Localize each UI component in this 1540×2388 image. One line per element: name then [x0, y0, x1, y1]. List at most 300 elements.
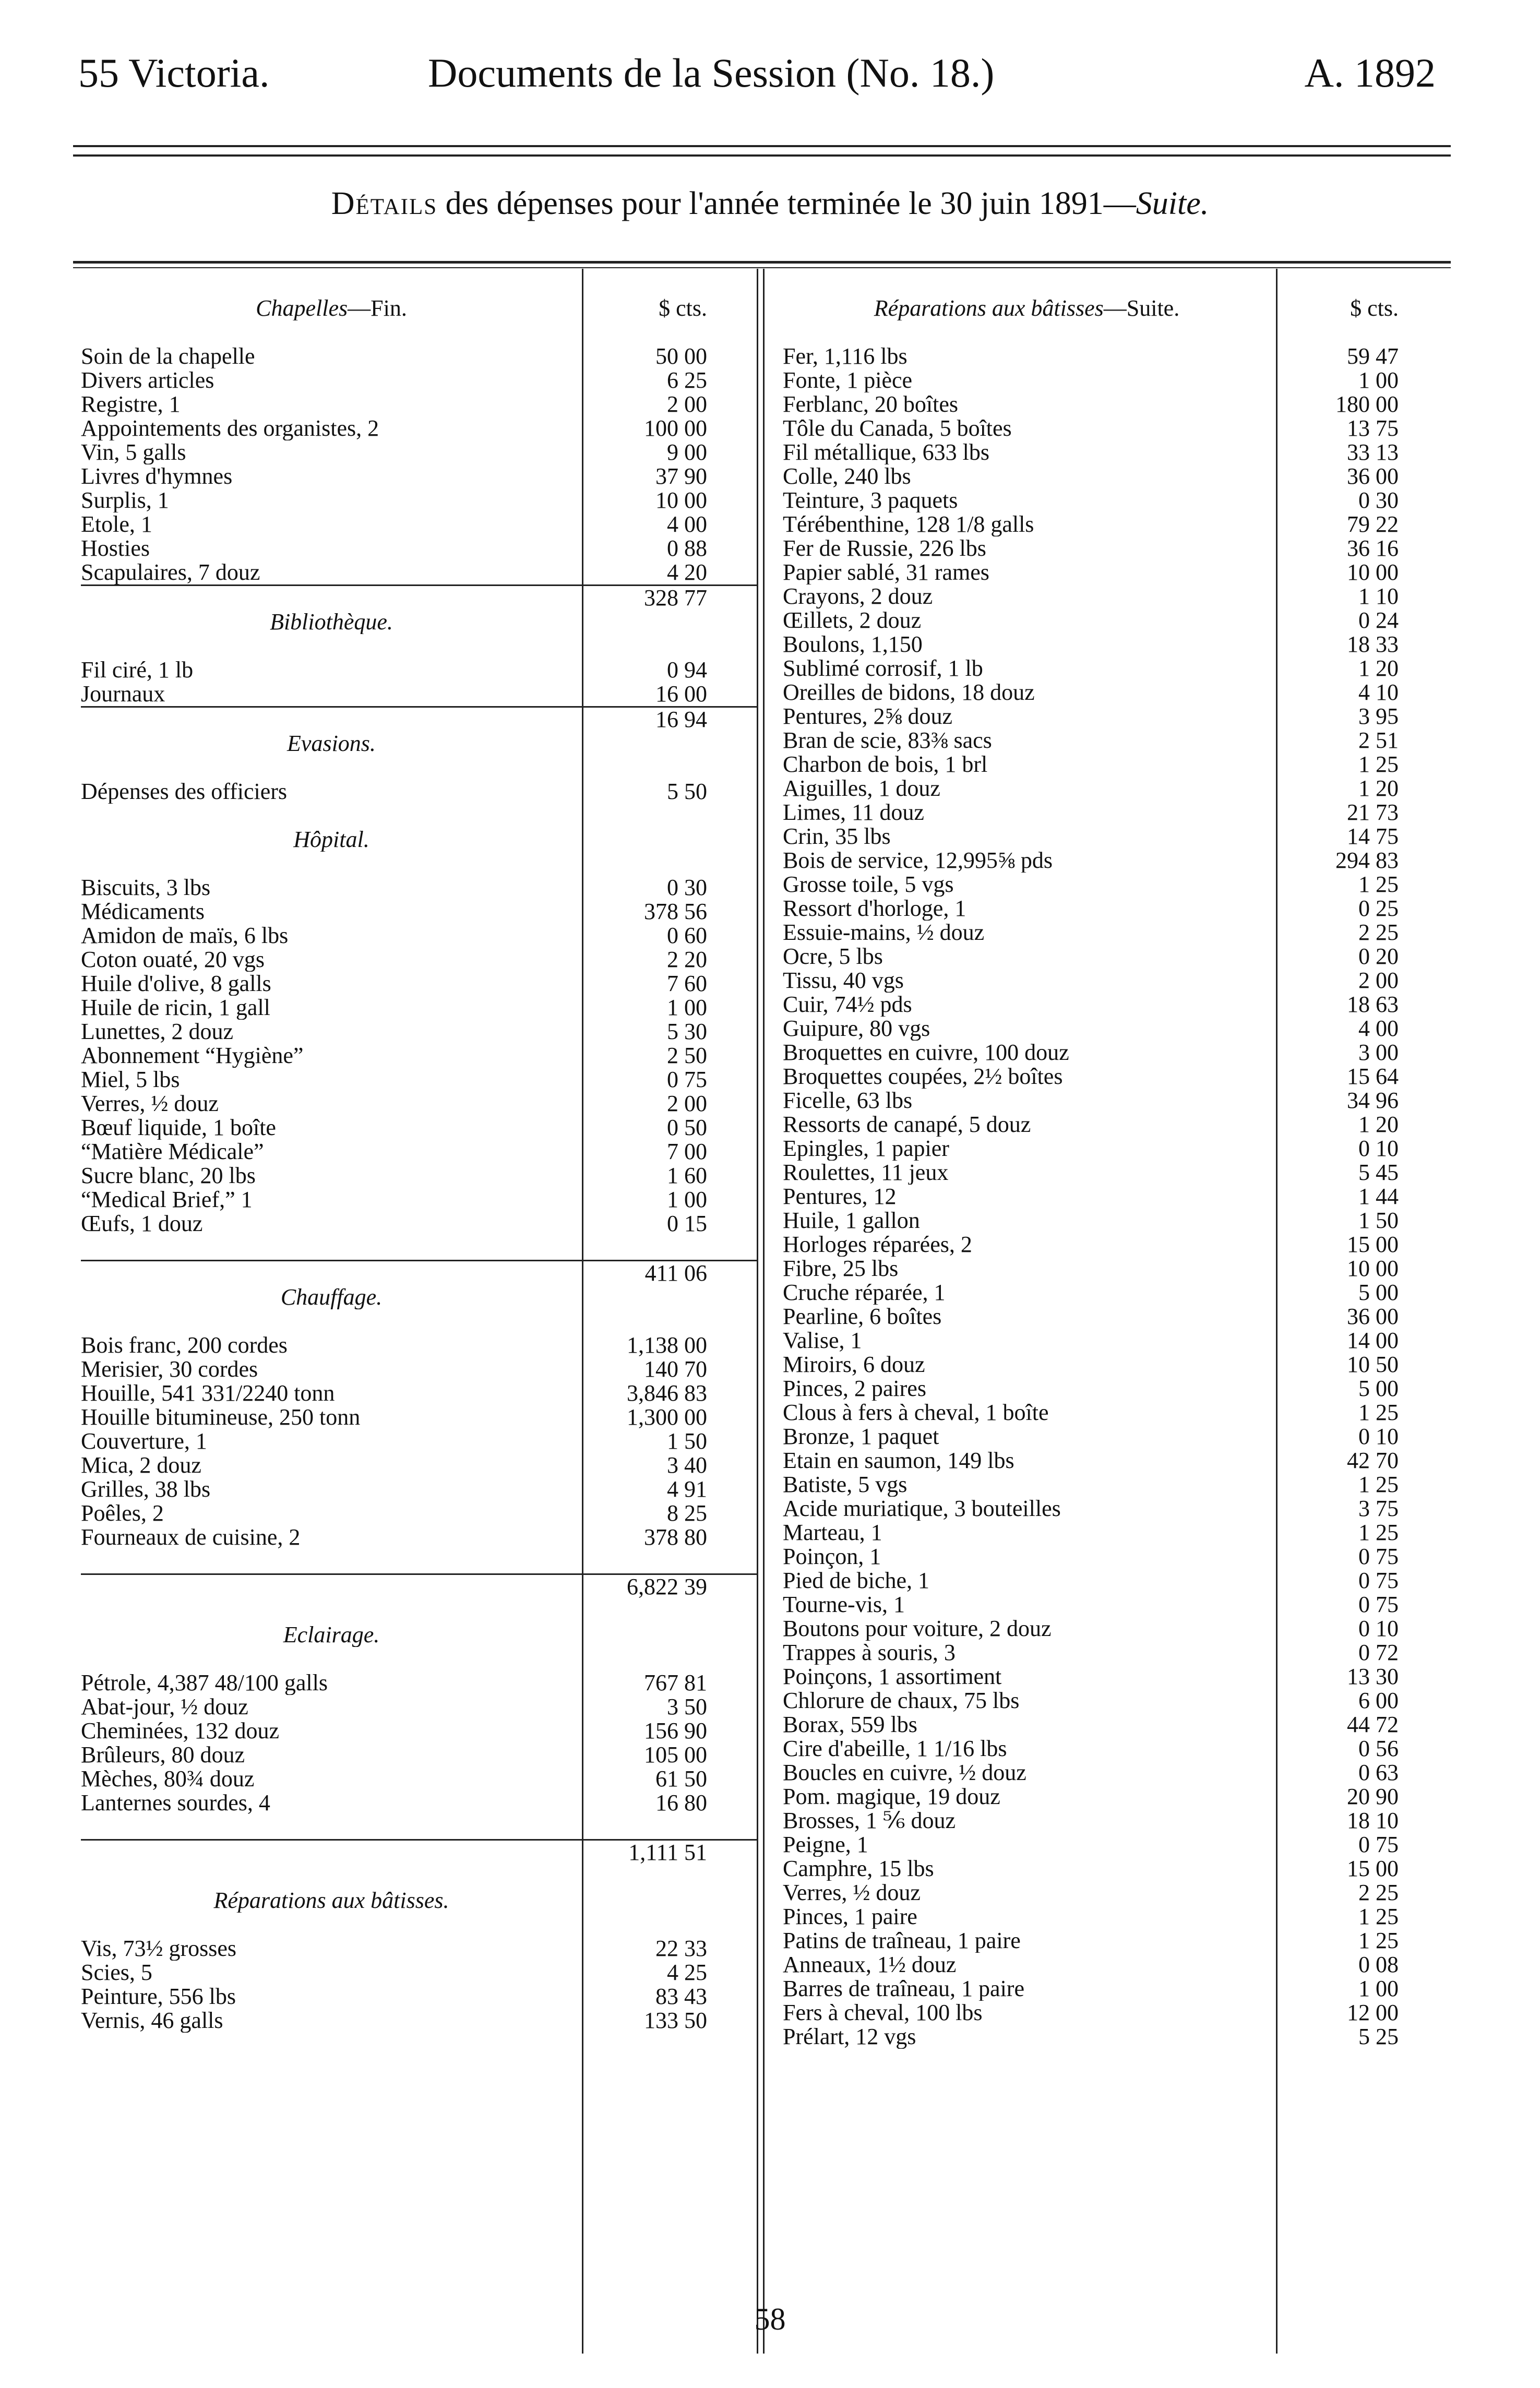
table-row [783, 1857, 1430, 1881]
item-amount: 36 00 [1347, 1304, 1399, 1329]
item-amount: 22 33 [655, 1936, 707, 1961]
item-label: Journaux [81, 682, 165, 706]
item-amount: 14 00 [1347, 1328, 1399, 1353]
item-label: Aiguilles, 1 douz [783, 777, 940, 801]
item-label: Bronze, 1 paquet [783, 1425, 939, 1449]
item-amount: 0 63 [1358, 1760, 1399, 1785]
table-row [783, 344, 1430, 368]
table-row [81, 1695, 757, 1719]
item-amount: 18 33 [1347, 631, 1399, 657]
item-label: Miel, 5 lbs [81, 1068, 180, 1092]
item-amount: 7 60 [667, 971, 707, 996]
eclairage-total: 1,111 51 [628, 1840, 707, 1865]
chapelles-total: 328 77 [644, 585, 707, 611]
item-amount: 10 50 [1347, 1352, 1399, 1377]
table-row [81, 900, 757, 924]
item-amount: 105 00 [644, 1742, 707, 1768]
table-row [81, 1140, 757, 1164]
table-rule-thick [73, 261, 1451, 264]
table-row [783, 1689, 1430, 1713]
chauffage-total: 6,822 39 [627, 1574, 707, 1599]
item-amount: 140 70 [644, 1356, 707, 1382]
item-amount: 2 00 [667, 1091, 707, 1116]
item-label: Huile, 1 gallon [783, 1209, 920, 1233]
page-title [0, 185, 1540, 222]
item-amount: 1 10 [1358, 583, 1399, 609]
item-label: Abat-jour, ½ douz [81, 1695, 248, 1719]
header-year: A. 1892 [1304, 50, 1436, 95]
item-label: Valise, 1 [783, 1329, 862, 1353]
hopital-total-row [81, 1260, 757, 1285]
item-label: Teinture, 3 paquets [783, 488, 958, 512]
item-label: Guipure, 80 vgs [783, 1017, 930, 1041]
item-label: Essuie-mains, ½ douz [783, 921, 985, 945]
item-label: Brosses, 1 ⅚ douz [783, 1809, 956, 1833]
right-head-label: Réparations aux bâtisses [874, 296, 1104, 320]
table-row [783, 1425, 1430, 1449]
item-label: Houille, 541 331/2240 tonn [81, 1381, 335, 1405]
item-amount: 3 00 [1358, 1040, 1399, 1065]
item-amount: 59 47 [1347, 343, 1399, 369]
item-amount: 10 00 [1347, 1256, 1399, 1281]
table-row [81, 1791, 757, 1815]
item-label: Tourne-vis, 1 [783, 1593, 905, 1617]
eclairage-total-row [81, 1839, 757, 1865]
table-row [783, 2025, 1430, 2049]
item-label: Epingles, 1 papier [783, 1137, 949, 1161]
table-row [81, 1405, 757, 1429]
item-amount: 5 50 [667, 779, 707, 804]
item-label: Scapulaires, 7 douz [81, 560, 260, 584]
section-heading-reparations [81, 1889, 757, 1913]
title-text: des dépenses pour l'année terminée le 30 juin 1891— [437, 186, 1136, 221]
item-label: Scies, 5 [81, 1961, 152, 1985]
table-row [81, 1453, 757, 1477]
item-label: Pétrole, 4,387 48/100 galls [81, 1671, 328, 1695]
table-row [783, 1641, 1430, 1665]
table-row [783, 1305, 1430, 1329]
item-amount: 8 25 [667, 1500, 707, 1526]
item-label: Vis, 73½ grosses [81, 1937, 237, 1961]
item-amount: 42 70 [1347, 1448, 1399, 1473]
item-label: Charbon de bois, 1 brl [783, 753, 988, 777]
table-row [783, 1329, 1430, 1353]
table-row [783, 1353, 1430, 1377]
item-label: Lanternes sourdes, 4 [81, 1791, 270, 1815]
item-label: Poinçons, 1 assortiment [783, 1665, 1002, 1689]
left-head-label: Chapelles [256, 296, 348, 320]
table-row [81, 488, 757, 512]
item-label: Roulettes, 11 jeux [783, 1161, 949, 1185]
table-row [81, 416, 757, 440]
item-label: Cheminées, 132 douz [81, 1719, 280, 1743]
header-title: Documents de la Session (No. 18.) [428, 50, 995, 95]
item-label: Fer de Russie, 226 lbs [783, 536, 986, 560]
item-amount: 13 30 [1347, 1664, 1399, 1689]
item-amount: 0 88 [667, 535, 707, 561]
table-row [783, 608, 1430, 632]
item-amount: 0 56 [1358, 1736, 1399, 1761]
table-row [783, 1041, 1430, 1065]
item-label: Pinces, 2 paires [783, 1377, 926, 1401]
item-label: Hosties [81, 536, 150, 560]
item-label: Huile d'olive, 8 galls [81, 972, 271, 996]
hopital-title: Hôpital. [293, 828, 369, 852]
item-amount: 1 00 [667, 1187, 707, 1212]
item-amount: 156 90 [644, 1718, 707, 1744]
item-label: Batiste, 5 vgs [783, 1473, 908, 1497]
item-label: Crayons, 2 douz [783, 584, 933, 608]
chauffage-title: Chauffage. [280, 1285, 383, 1309]
item-amount: 2 51 [1358, 727, 1399, 753]
item-label: Térébenthine, 128 1/8 galls [783, 512, 1034, 536]
table-row [783, 753, 1430, 777]
table-row [783, 680, 1430, 705]
chapelles-total-row [81, 584, 757, 610]
item-amount: 4 25 [667, 1960, 707, 1985]
table-row [783, 945, 1430, 969]
item-amount: 3 95 [1358, 703, 1399, 729]
table-row [783, 1017, 1430, 1041]
item-label: Papier sablé, 31 rames [783, 560, 989, 584]
table-row [81, 392, 757, 416]
item-amount: 21 73 [1347, 799, 1399, 825]
item-amount: 0 10 [1358, 1424, 1399, 1449]
right-column [783, 296, 1430, 2049]
table-row [783, 416, 1430, 440]
table-row [783, 368, 1430, 392]
table-row [783, 1737, 1430, 1761]
section-heading-chauffage [81, 1285, 757, 1309]
table-row [81, 1525, 757, 1549]
item-amount: 2 25 [1358, 1880, 1399, 1905]
item-label: Biscuits, 3 lbs [81, 876, 211, 900]
item-amount: 3 75 [1358, 1496, 1399, 1521]
table-row [783, 1161, 1430, 1185]
table-row [783, 729, 1430, 753]
table-row [783, 2001, 1430, 2025]
section-heading-bibliotheque [81, 610, 757, 634]
item-label: Huile de ricin, 1 gall [81, 996, 270, 1020]
item-amount: 34 96 [1347, 1088, 1399, 1113]
item-label: Médicaments [81, 900, 205, 924]
item-amount: 2 25 [1358, 920, 1399, 945]
item-label: Pearline, 6 boîtes [783, 1305, 942, 1329]
table-row [81, 1188, 757, 1212]
table-row [81, 972, 757, 996]
item-label: Divers articles [81, 368, 214, 392]
item-label: Houille bitumineuse, 250 tonn [81, 1405, 361, 1429]
item-amount: 6 00 [1358, 1688, 1399, 1713]
table-row [783, 1521, 1430, 1545]
item-label: Oreilles de bidons, 18 douz [783, 680, 1035, 705]
item-amount: 10 00 [655, 487, 707, 513]
item-amount: 20 90 [1347, 1784, 1399, 1809]
table-row [783, 1665, 1430, 1689]
item-label: Pentures, 12 [783, 1185, 897, 1209]
table-row [783, 1545, 1430, 1569]
item-amount: 44 72 [1347, 1712, 1399, 1737]
item-amount: 0 94 [667, 657, 707, 683]
item-label: “Medical Brief,” 1 [81, 1188, 253, 1212]
item-label: Colle, 240 lbs [783, 464, 911, 488]
item-label: Dépenses des officiers [81, 780, 288, 804]
table-row [81, 1068, 757, 1092]
item-label: Miroirs, 6 douz [783, 1353, 925, 1377]
title-suffix: Suite. [1136, 186, 1209, 221]
table-row [81, 658, 757, 682]
center-divider-a [757, 269, 758, 2354]
item-label: Limes, 11 douz [783, 801, 924, 825]
table-row [81, 924, 757, 948]
table-row [783, 392, 1430, 416]
item-amount: 16 80 [655, 1790, 707, 1816]
table-row [783, 1233, 1430, 1257]
table-row [783, 1569, 1430, 1593]
item-label: Borax, 559 lbs [783, 1713, 917, 1737]
table-row [81, 368, 757, 392]
table-row [81, 1381, 757, 1405]
left-column-header-label [81, 296, 582, 320]
item-label: Anneaux, 1½ douz [783, 1953, 957, 1977]
item-label: Pied de biche, 1 [783, 1569, 930, 1593]
item-label: Boutons pour voiture, 2 douz [783, 1617, 1052, 1641]
item-amount: 18 63 [1347, 992, 1399, 1017]
item-amount: 0 20 [1358, 944, 1399, 969]
item-label: Mica, 2 douz [81, 1453, 201, 1477]
item-label: Ferblanc, 20 boîtes [783, 392, 959, 416]
table-row [81, 1333, 757, 1357]
item-amount: 100 00 [644, 415, 707, 441]
item-amount: 5 00 [1358, 1280, 1399, 1305]
item-amount: 1 00 [1358, 1976, 1399, 2001]
table-row [81, 780, 757, 804]
item-amount: 79 22 [1347, 511, 1399, 537]
item-label: Tôle du Canada, 5 boîtes [783, 416, 1012, 440]
item-label: Ressort d'horloge, 1 [783, 897, 966, 921]
item-amount: 36 00 [1347, 463, 1399, 489]
item-label: Grosse toile, 5 vgs [783, 873, 954, 897]
section-heading-eclairage [81, 1623, 757, 1647]
item-amount: 180 00 [1335, 391, 1399, 417]
table-row [81, 1477, 757, 1501]
table-row [81, 1092, 757, 1116]
table-row [81, 1044, 757, 1068]
item-label: Tissu, 40 vgs [783, 969, 904, 993]
item-label: Coton ouaté, 20 vgs [81, 948, 265, 972]
item-label: Bœuf liquide, 1 boîte [81, 1116, 276, 1140]
item-amount: 1 25 [1358, 1472, 1399, 1497]
item-amount: 1 50 [667, 1428, 707, 1454]
item-amount: 37 90 [655, 463, 707, 489]
item-amount: 7 00 [667, 1139, 707, 1164]
table-row [783, 1713, 1430, 1737]
item-amount: 1 25 [1358, 1400, 1399, 1425]
right-column-header-label [783, 296, 1271, 320]
item-amount: 0 75 [1358, 1568, 1399, 1593]
item-label: Crin, 35 lbs [783, 825, 891, 849]
item-label: Fer, 1,116 lbs [783, 344, 908, 368]
item-label: Bois franc, 200 cordes [81, 1333, 288, 1357]
item-label: Pinces, 1 paire [783, 1905, 917, 1929]
item-amount: 0 10 [1358, 1136, 1399, 1161]
table-row [783, 777, 1430, 801]
table-row [783, 536, 1430, 560]
item-label: Boulons, 1,150 [783, 632, 923, 656]
item-amount: 33 13 [1347, 439, 1399, 465]
item-amount: 0 50 [667, 1115, 707, 1140]
item-amount: 13 75 [1347, 415, 1399, 441]
table-row [783, 825, 1430, 849]
item-label: Poinçon, 1 [783, 1545, 881, 1569]
item-amount: 1 25 [1358, 751, 1399, 777]
table-row [783, 1185, 1430, 1209]
header-rule-bottom [73, 154, 1451, 157]
item-label: Verres, ½ douz [81, 1092, 219, 1116]
item-amount: 1,300 00 [627, 1404, 707, 1430]
item-amount: 0 30 [667, 875, 707, 900]
table-row [81, 1937, 757, 1961]
item-amount: 378 80 [644, 1524, 707, 1550]
item-amount: 0 08 [1358, 1952, 1399, 1977]
item-label: Ficelle, 63 lbs [783, 1089, 913, 1113]
item-amount: 61 50 [655, 1766, 707, 1792]
item-label: Mèches, 80¾ douz [81, 1767, 255, 1791]
section-heading-evasions [81, 732, 757, 756]
table-row [81, 996, 757, 1020]
chauffage-total-row [81, 1573, 757, 1599]
bibliotheque-title: Bibliothèque. [270, 610, 393, 634]
item-label: Soin de la chapelle [81, 344, 255, 368]
item-amount: 1 25 [1358, 1928, 1399, 1953]
item-label: Vin, 5 galls [81, 440, 186, 464]
hopital-total: 411 06 [644, 1260, 707, 1286]
table-row [81, 1020, 757, 1044]
item-amount: 1 20 [1358, 1112, 1399, 1137]
item-label: Verres, ½ douz [783, 1881, 921, 1905]
item-label: Abonnement “Hygiène” [81, 1044, 304, 1068]
item-amount: 3 50 [667, 1694, 707, 1720]
item-amount: 0 75 [667, 1067, 707, 1092]
item-label: Cruche réparée, 1 [783, 1281, 946, 1305]
table-row [783, 488, 1430, 512]
item-amount: 4 10 [1358, 679, 1399, 705]
item-amount: 4 00 [667, 511, 707, 537]
item-label: Cire d'abeille, 1 1/16 lbs [783, 1737, 1007, 1761]
title-smallcaps: Détails [331, 186, 438, 221]
center-divider-b [763, 269, 765, 2354]
item-label: Grilles, 38 lbs [81, 1477, 211, 1501]
evasions-title: Evasions. [287, 732, 376, 756]
item-amount: 0 10 [1358, 1616, 1399, 1641]
item-amount: 1 25 [1358, 1520, 1399, 1545]
table-row [81, 1743, 757, 1767]
table-rule-thin [73, 267, 1451, 268]
table-row [81, 1164, 757, 1188]
item-label: Fibre, 25 lbs [783, 1257, 899, 1281]
item-amount: 0 30 [1358, 487, 1399, 513]
table-row [81, 560, 757, 584]
table-row [81, 1429, 757, 1453]
table-row [81, 1357, 757, 1381]
section-heading-hopital [81, 828, 757, 852]
item-label: Acide muriatique, 3 bouteilles [783, 1497, 1061, 1521]
table-row [783, 1137, 1430, 1161]
table-row [783, 1209, 1430, 1233]
table-row [783, 921, 1430, 945]
table-row [783, 1833, 1430, 1857]
item-amount: 1 00 [667, 995, 707, 1020]
item-amount: 0 24 [1358, 607, 1399, 633]
item-amount: 0 60 [667, 923, 707, 948]
item-amount: 378 56 [644, 899, 707, 924]
table-row [783, 1065, 1430, 1089]
item-amount: 5 25 [1358, 2024, 1399, 2049]
table-row [783, 1257, 1430, 1281]
table-row [783, 1449, 1430, 1473]
item-amount: 0 75 [1358, 1592, 1399, 1617]
item-amount: 1,138 00 [627, 1332, 707, 1358]
item-amount: 4 91 [667, 1476, 707, 1502]
item-label: Vernis, 46 galls [81, 2009, 223, 2033]
item-label: Brûleurs, 80 douz [81, 1743, 245, 1767]
item-label: Lunettes, 2 douz [81, 1020, 234, 1044]
item-label: Patins de traîneau, 1 paire [783, 1929, 1021, 1953]
table-row [81, 948, 757, 972]
bibliotheque-total-row [81, 706, 757, 732]
item-amount: 767 81 [644, 1670, 707, 1696]
item-amount: 14 75 [1347, 823, 1399, 849]
left-column-header [81, 296, 757, 320]
table-row [783, 873, 1430, 897]
item-label: Sucre blanc, 20 lbs [81, 1164, 256, 1188]
item-label: Fers à cheval, 100 lbs [783, 2001, 983, 2025]
table-row [783, 560, 1430, 584]
item-label: Boucles en cuivre, ½ douz [783, 1761, 1026, 1785]
reparations-title: Réparations aux bâtisses. [213, 1889, 449, 1913]
item-amount: 1 20 [1358, 655, 1399, 681]
table-row [783, 1785, 1430, 1809]
table-row [783, 512, 1430, 536]
item-label: Œufs, 1 douz [81, 1212, 203, 1236]
item-amount: 15 00 [1347, 1232, 1399, 1257]
eclairage-title: Eclairage. [283, 1623, 380, 1647]
right-head-suffix: —Suite. [1103, 296, 1180, 320]
item-amount: 1 44 [1358, 1184, 1399, 1209]
item-amount: 3 40 [667, 1452, 707, 1478]
item-amount: 15 00 [1347, 1856, 1399, 1881]
item-amount: 5 45 [1358, 1160, 1399, 1185]
item-amount: 0 75 [1358, 1544, 1399, 1569]
item-amount: 5 30 [667, 1019, 707, 1044]
header-volume: 55 Victoria. [78, 50, 270, 95]
item-label: Pentures, 2⅝ douz [783, 705, 953, 729]
item-amount: 294 83 [1335, 847, 1399, 873]
table-row [81, 1961, 757, 1985]
item-amount: 2 50 [667, 1043, 707, 1068]
item-label: Sublimé corrosif, 1 lb [783, 656, 983, 680]
item-amount: 9 00 [667, 439, 707, 465]
item-label: Peinture, 556 lbs [81, 1985, 236, 2009]
item-amount: 3,846 83 [627, 1380, 707, 1406]
table-row [81, 1985, 757, 2009]
table-row [783, 1281, 1430, 1305]
item-amount: 133 50 [644, 2008, 707, 2033]
table-row [783, 656, 1430, 680]
table-row [783, 1377, 1430, 1401]
item-label: Prélart, 12 vgs [783, 2025, 916, 2049]
item-label: Livres d'hymnes [81, 464, 233, 488]
